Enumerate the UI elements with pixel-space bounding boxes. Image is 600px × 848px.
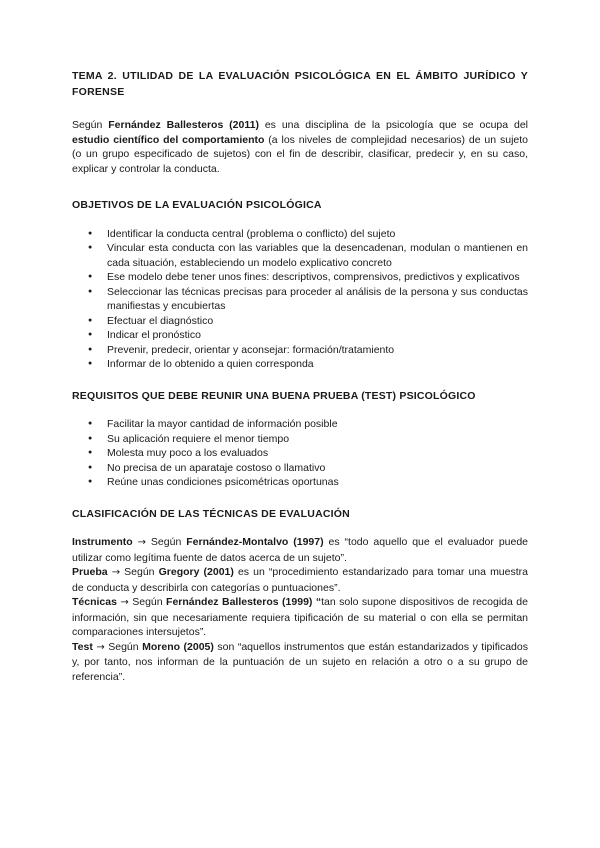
definition-tecnicas: [72, 595, 528, 640]
definition-author: Fernández-Montalvo (1997): [186, 536, 324, 548]
list-item: ● Su aplicación requiere el menor tiempo: [72, 432, 528, 447]
intro-text-3: (a los niveles de complejidad necesarios) de un sujeto (o un grupo especificado de sujetos) con el fin de describir, clasificar, predecir y, en su caso, explicar y controlar la conducta.: [72, 133, 528, 175]
definition-term: Técnicas: [72, 596, 117, 608]
arrow-right-icon: →: [111, 567, 121, 578]
definition-author: Fernández Ballesteros (1999) “: [166, 596, 322, 608]
list-item: ● No precisa de un aparataje costoso o llamativo: [72, 461, 528, 476]
objetivos-heading: OBJETIVOS DE LA EVALUACIÓN PSICOLÓGICA: [72, 199, 322, 211]
list-item: ● Identificar la conducta central (problema o conflicto) del sujeto: [72, 227, 528, 242]
definition-term: Test: [72, 640, 93, 653]
definition-pre: Según: [120, 566, 159, 578]
definition-test: [72, 640, 528, 685]
list-item: ● Molesta muy poco a los evaluados: [72, 446, 528, 461]
definition-text: es “todo aquello que el evaluador puede utilizar como legítima fuente de datos acerca de un sujeto”.: [72, 536, 529, 564]
document-content: [72, 68, 528, 684]
page-title: TEMA 2. UTILIDAD DE LA EVALUACIÓN PSICOLÓGICA EN EL ÁMBITO JURÍDICO Y FORENSE: [72, 70, 528, 98]
requisitos-heading: REQUISITOS QUE DEBE REUNIR UNA BUENA PRUEBA (TEST) PSICOLÓGICO: [72, 389, 476, 402]
definition-text: son “aquellos instrumentos que están estandarizados y tipificados y, por tanto, nos informan de la puntuación de un sujeto en relación a otro o a su grupo de referencia”.: [72, 640, 528, 683]
clasificacion-heading: CLASIFICACIÓN DE LAS TÉCNICAS DE EVALUACIÓN: [72, 507, 350, 520]
definition-prueba: [72, 565, 528, 595]
definition-text: tan solo supone dispositivos de recogida de información, sin que necesariamente requiera tipificación de su material o con ella se permitan comparaciones intersujetos”.: [72, 596, 528, 638]
list-item: ● Informar de lo obtenido a quien corresponda: [72, 357, 528, 372]
list-item: ● Vincular esta conducta con las variables que la desencadenan, modulan o mantienen en cada situación, estableciendo un modelo explicativo concreto: [72, 241, 528, 270]
intro-text-2: es una disciplina de la psicología que se ocupa del: [258, 119, 529, 131]
arrow-right-icon: →: [137, 537, 146, 548]
definition-pre: Según: [128, 596, 167, 608]
list-item: ● Facilitar la mayor cantidad de información posible: [72, 417, 528, 432]
intro-text-1: Según: [72, 119, 109, 131]
definitions-block: [72, 535, 528, 684]
definition-pre: Según: [104, 640, 143, 653]
intro-key-term: estudio científico del comportamiento: [72, 133, 265, 146]
definition-pre: Según: [146, 536, 187, 548]
objetivos-list: [72, 227, 528, 372]
arrow-right-icon: →: [96, 641, 105, 653]
definition-instrumento: [72, 535, 528, 565]
intro-author: Fernández Ballesteros (2011): [108, 119, 259, 131]
definition-text: es un “procedimiento estandarizado para tomar una muestra de conducta y describirla con categorías o puntuaciones”.: [72, 566, 528, 594]
list-item: ● Ese modelo debe tener unos fines: descriptivos, comprensivos, predictivos y explicativos: [72, 270, 528, 285]
arrow-right-icon: →: [120, 597, 129, 608]
list-item: ● Seleccionar las técnicas precisas para proceder al análisis de la persona y sus conductas manifiestas y encubiertas: [72, 285, 528, 314]
list-item: ● Reúne unas condiciones psicométricas oportunas: [72, 475, 528, 490]
definition-author: Gregory (2001): [158, 566, 234, 578]
requisitos-list: [72, 417, 528, 490]
list-item: ● Indicar el pronóstico: [72, 328, 528, 343]
definition-term: Instrumento: [72, 536, 133, 548]
list-item: ● Prevenir, predecir, orientar y aconsejar: formación/tratamiento: [72, 343, 528, 358]
definition-term: Prueba: [72, 566, 108, 578]
definition-author: Moreno (2005): [142, 640, 214, 653]
list-item: ● Efectuar el diagnóstico: [72, 314, 528, 329]
intro-paragraph: [72, 118, 528, 176]
